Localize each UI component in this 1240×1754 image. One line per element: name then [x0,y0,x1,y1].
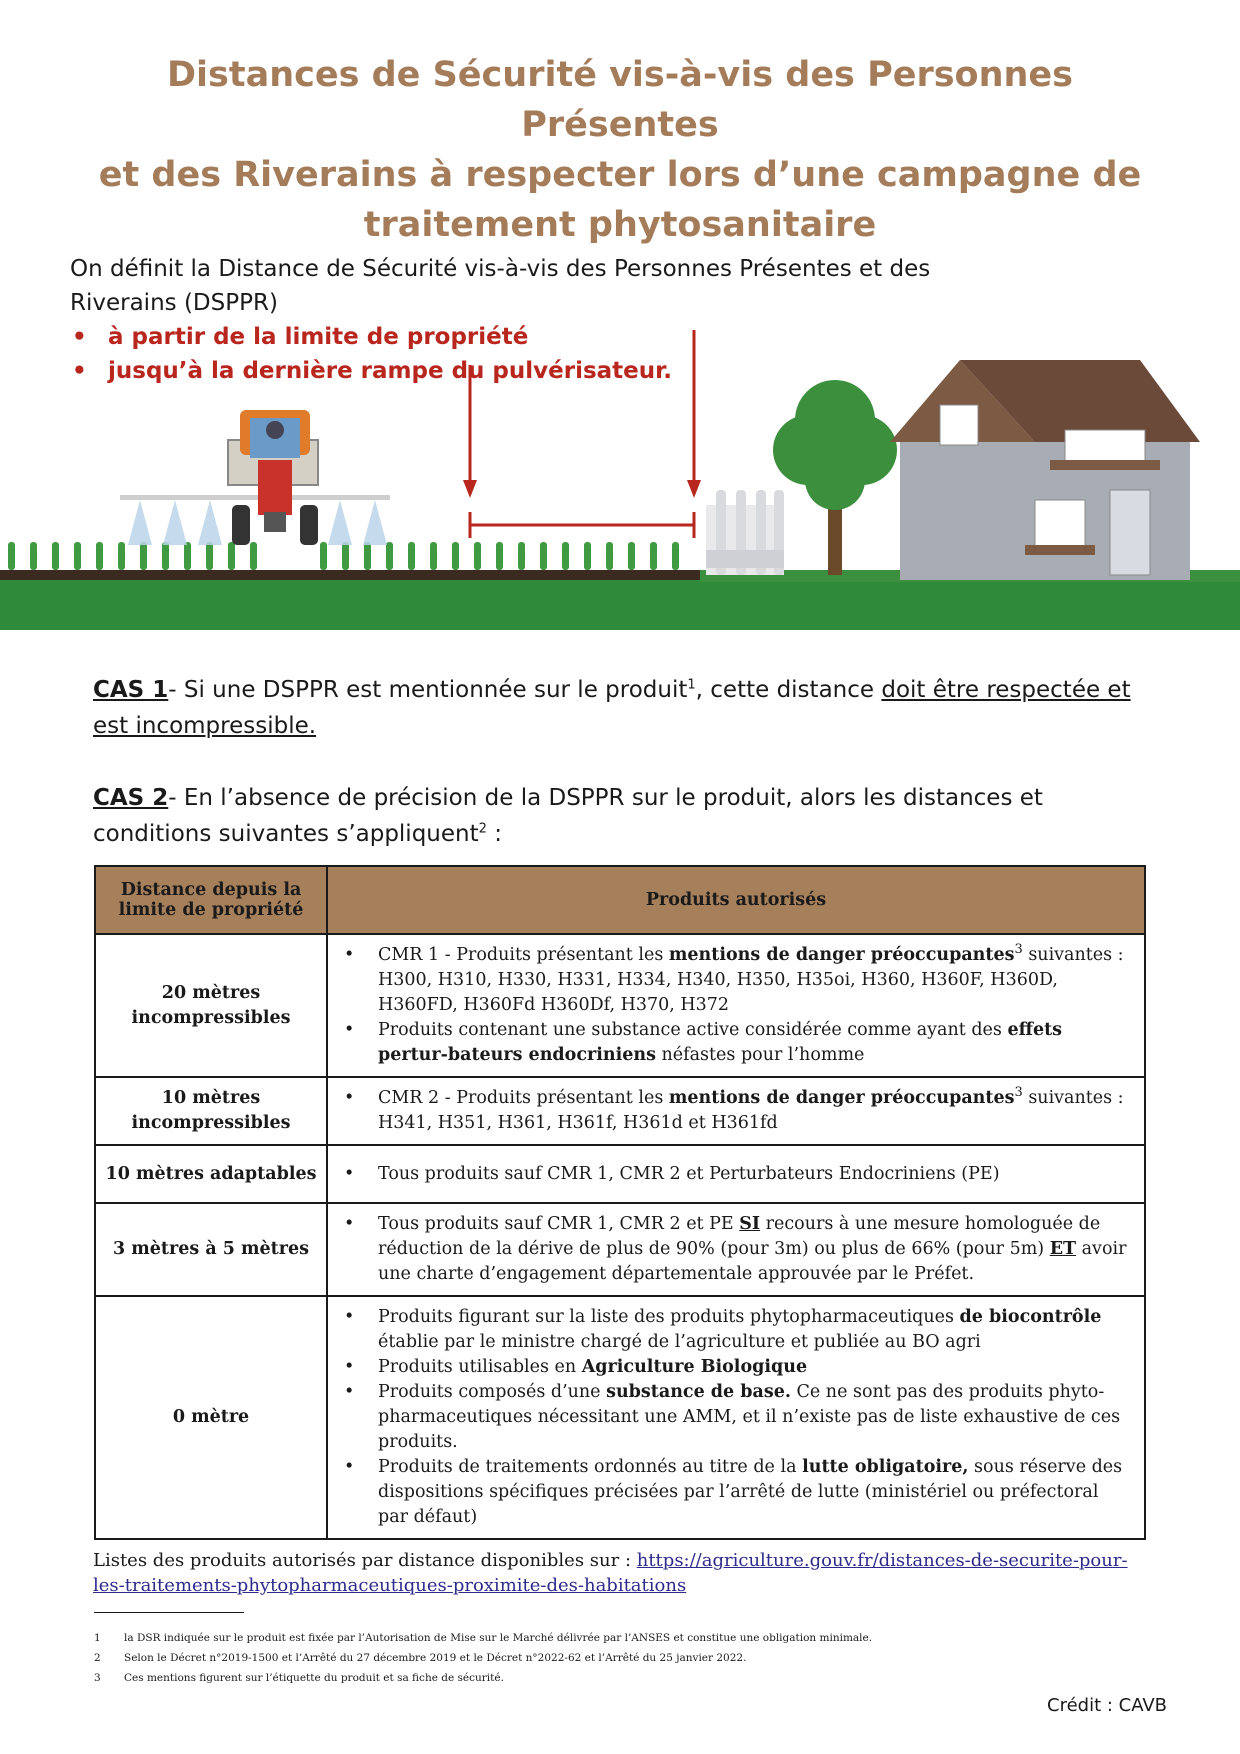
cas-2-label: CAS 2 [93,785,169,811]
cas-1-paragraph [93,672,1148,744]
grass-strip-icon [0,580,1240,630]
cas-1-requirement: doit être respectée et est incompressible. [93,677,1131,739]
cas-2-text: - En l’absence de précision de la DSPPR sur le produit, alors les distances et conditions suivantes s’appliquent [93,785,1043,847]
cas-2-tail: : [486,821,502,847]
credit: Crédit : CAVB [1047,1695,1168,1716]
table-header-row [95,866,1145,934]
footnote-ref-1: 1 [687,677,696,693]
title-line-1: Distances de Sécurité vis-à-vis des Personnes Présentes [166,55,1074,145]
list-item: • Produits figurant sur la liste des produits phytopharmaceutiques de biocontrôle établie par le ministre chargé de l’agriculture et publiée au BO agri [336,1305,1130,1355]
footnote-divider [94,1612,244,1613]
sprayer-tractor-icon [120,410,390,545]
list-item: • CMR 2 - Produits présentant les mentions de danger préoccupantes$^3$ suivantes : H341, H351, H361, H361f, H361d et H361fd [336,1086,1130,1136]
footnote-1: 1 la DSR indiquée sur le produit est fixée par l’Autorisation de Mise sur le Marché délivrée par l’ANSES et constitue une obligation minimale. [94,1632,873,1644]
distance-cell: 3 mètres à 5 mètres [95,1203,327,1296]
intro-sentence-line-1: On définit la Distance de Sécurité vis-à-vis des Personnes Présentes et des [70,256,931,282]
field-illustration [0,330,1240,630]
soil-strip-icon [0,570,700,580]
crop-rows-icon [8,542,679,570]
footnote-2: 2 Selon le Décret n°2019-1500 et l’Arrêté du 27 décembre 2019 et le Décret n°2022-62 et l’Arrêté du 25 janvier 2022. [94,1652,747,1664]
cas-2-paragraph [93,780,1148,852]
distance-arrow-icon [470,330,694,538]
header-distance: Distance depuis la limite de propriété [95,866,327,934]
list-item: • Produits composés d’une substance de base. Ce ne sont pas des produits phyto-pharmaceutiques nécessitant une AMM, et il n’existe pas de liste exhaustive de ces produits. [336,1380,1130,1455]
distance-cell: 20 mètres incompressibles [95,934,327,1077]
footnote-3: 3 Ces mentions figurent sur l’étiquette du produit et sa fiche de sécurité. [94,1672,504,1684]
table-row [95,1296,1145,1539]
cas-1-text-mid: , cette distance [695,677,882,703]
products-cell [327,1077,1145,1145]
distance-cell: 0 mètre [95,1296,327,1539]
list-item: • Produits de traitements ordonnés au titre de la lutte obligatoire, sous réserve des dispositions spécifiques précisées par l’arrêté de lutte (ministériel ou préfectoral par défaut) [336,1455,1130,1530]
products-cell [327,1145,1145,1203]
distance-cell: 10 mètres incompressibles [95,1077,327,1145]
title-line-2: et des Riverains à respecter lors d’une campagne de [98,155,1142,195]
intro-bullet-start: • à partir de la limite de propriété [70,320,1070,354]
intro-bullet-end: • jusqu’à la dernière rampe du pulvérisateur. [70,354,1070,388]
products-cell [327,1296,1145,1539]
list-item: • Tous produits sauf CMR 1, CMR 2 et PE SI recours à une mesure homologuée de réduction de la dérive de plus de 90% (pour 3m) ou plus de 66% (pour 5m) ET avoir une charte d’engagement départementale approuvée par le Préfet. [336,1212,1130,1287]
cas-1-label: CAS 1 [93,677,169,703]
products-cell [327,1203,1145,1296]
list-item: • Tous produits sauf CMR 1, CMR 2 et Perturbateurs Endocriniens (PE) [336,1162,1130,1187]
table-row [95,1077,1145,1145]
list-item: • Produits contenant une substance active considérée comme ayant des effets pertur-bateurs endocriniens néfastes pour l’homme [336,1018,1130,1068]
table-row [95,1203,1145,1296]
distances-table [94,865,1146,1540]
list-item: • CMR 1 - Produits présentant les mentions de danger préoccupantes$^3$ suivantes : H300, H310, H330, H331, H334, H340, H350, H35oi, H360, H360F, H360D, H360FD, H360Fd H360Df, H370, H372 [336,943,1130,1018]
footnotes [94,1628,1154,1688]
distances-link[interactable]: https://agriculture.gouv.fr/distances-de-securite-pour-les-traitements-phytopharmaceutiques-proximite-des-habitations [93,1550,1128,1596]
tree-icon [773,380,897,575]
list-item: • Produits utilisables en Agriculture Biologique [336,1355,1130,1380]
intro-sentence-line-2: Riverains (DSPPR) [70,290,278,316]
cas-1-text: - Si une DSPPR est mentionnée sur le produit [168,677,688,703]
footnote-ref-2: 2 [478,821,487,837]
links-text: Listes des produits autorisés par distance disponibles sur : [93,1550,637,1571]
title-line-3: traitement phytosanitaire [363,205,877,245]
links-paragraph [93,1548,1153,1598]
house-icon [890,360,1200,580]
distance-cell: 10 mètres adaptables [95,1145,327,1203]
header-products: Produits autorisés [327,866,1145,934]
products-cell [327,934,1145,1077]
table-row [95,934,1145,1077]
page-title [90,50,1150,250]
fence-icon [706,490,784,575]
table-row [95,1145,1145,1203]
